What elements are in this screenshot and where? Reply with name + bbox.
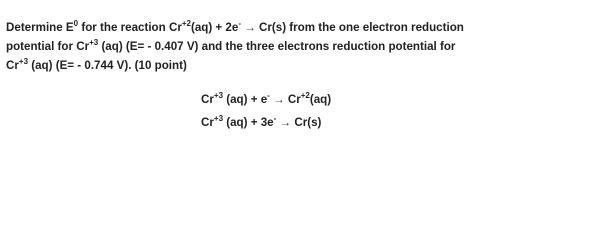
superscript: - — [273, 114, 277, 123]
text-segment: for the reaction Cr — [78, 21, 182, 34]
superscript: +3 — [18, 57, 29, 66]
text-segment: (aq) — [309, 93, 332, 106]
equation-2 — [201, 113, 321, 132]
text-segment: → Cr(s) — [276, 116, 322, 129]
text-segment: → Cr — [269, 93, 301, 106]
superscript: +2 — [181, 19, 191, 28]
text-segment: (aq) + 3e — [223, 116, 274, 129]
text-segment: (aq) + 2e — [190, 21, 239, 34]
superscript: 0 — [73, 19, 79, 28]
question-line-3 — [6, 56, 588, 75]
equation-1 — [201, 90, 331, 109]
text-segment: (aq) + e — [223, 93, 268, 106]
question-line-2 — [6, 37, 588, 56]
text-segment: → Cr(s) from the one electron reduction — [241, 21, 464, 34]
text-segment: Cr — [201, 93, 214, 106]
superscript: - — [267, 91, 270, 100]
text-segment: Cr — [6, 59, 19, 72]
superscript: +3 — [213, 114, 224, 123]
question-line-1 — [6, 18, 588, 37]
text-segment: Cr — [201, 116, 214, 129]
text-segment: (aq) (E= - 0.744 V). (10 point) — [28, 59, 187, 72]
text-segment: potential for Cr — [6, 40, 90, 53]
text-segment: (aq) (E= - 0.407 V) and the three electrons reduction potential for — [98, 40, 456, 53]
superscript: - — [238, 19, 241, 28]
superscript: +3 — [89, 38, 99, 47]
superscript: +3 — [213, 91, 224, 100]
text-segment: Determine E — [6, 21, 74, 34]
question-text — [6, 18, 588, 75]
superscript: +2 — [300, 91, 310, 100]
